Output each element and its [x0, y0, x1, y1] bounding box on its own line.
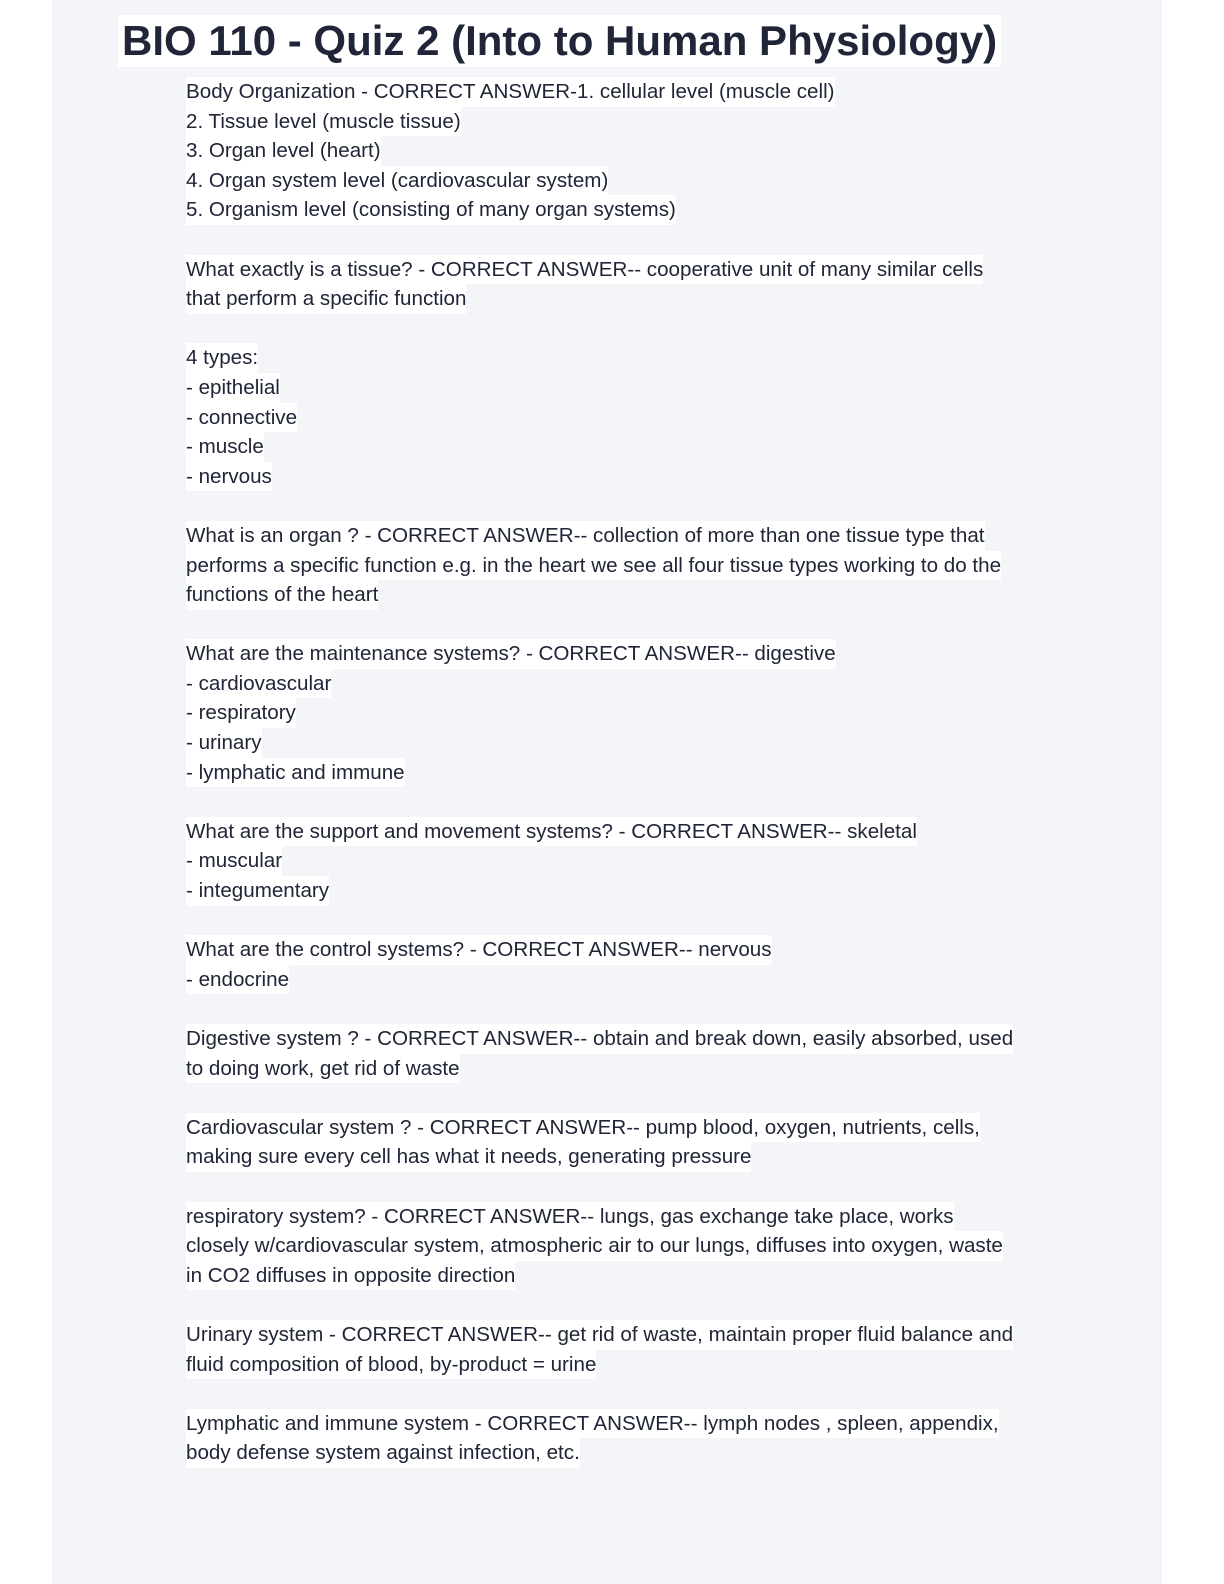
qa-answer-line: - cardiovascular	[186, 669, 331, 699]
qa-question-line: Cardiovascular system ? - CORRECT ANSWER-- pump blood, oxygen, nutrients, cells,	[186, 1113, 980, 1143]
qa-answer-line: - lymphatic and immune	[186, 758, 405, 788]
qa-answer-line: 4. Organ system level (cardiovascular system)	[186, 166, 608, 196]
blank-line	[186, 314, 1096, 344]
qa-answer-line: - integumentary	[186, 876, 329, 906]
qa-item	[186, 1409, 1096, 1468]
qa-answer-line: body defense system against infection, etc.	[186, 1438, 580, 1468]
document-page	[52, 0, 1162, 1584]
qa-item	[186, 1113, 1096, 1172]
qa-answer-line: in CO2 diffuses in opposite direction	[186, 1261, 515, 1291]
qa-item	[186, 1202, 1096, 1291]
qa-item	[186, 1320, 1096, 1379]
qa-question-line: Digestive system ? - CORRECT ANSWER-- obtain and break down, easily absorbed, used	[186, 1024, 1013, 1054]
qa-question-line: What exactly is a tissue? - CORRECT ANSWER-- cooperative unit of many similar cells	[186, 255, 983, 285]
qa-item	[186, 255, 1096, 492]
qa-item	[186, 77, 1096, 225]
qa-answer-line: 2. Tissue level (muscle tissue)	[186, 107, 461, 137]
qa-answer-line: 3. Organ level (heart)	[186, 136, 381, 166]
qa-item	[186, 639, 1096, 787]
qa-question-line: Body Organization - CORRECT ANSWER-1. cellular level (muscle cell)	[186, 77, 835, 107]
qa-question-line: What are the control systems? - CORRECT ANSWER-- nervous	[186, 935, 772, 965]
qa-answer-line: - nervous	[186, 462, 272, 492]
qa-answer-line: performs a specific function e.g. in the heart we see all four tissue types working to do the	[186, 551, 1001, 581]
document-title: BIO 110 - Quiz 2 (Into to Human Physiology)	[118, 15, 1001, 67]
qa-item	[186, 817, 1096, 906]
qa-item	[186, 935, 1096, 994]
qa-answer-line: that perform a specific function	[186, 284, 466, 314]
qa-answer-line: 5. Organism level (consisting of many organ systems)	[186, 195, 676, 225]
qa-question-line: What are the support and movement systems? - CORRECT ANSWER-- skeletal	[186, 817, 917, 847]
qa-answer-line: making sure every cell has what it needs, generating pressure	[186, 1142, 751, 1172]
qa-answer-line: - muscle	[186, 432, 264, 462]
qa-answer-line: to doing work, get rid of waste	[186, 1054, 460, 1084]
qa-answer-line: - urinary	[186, 728, 262, 758]
qa-question-line: What is an organ ? - CORRECT ANSWER-- collection of more than one tissue type that	[186, 521, 985, 551]
qa-answer-line: - muscular	[186, 846, 282, 876]
qa-item	[186, 521, 1096, 610]
qa-question-line: respiratory system? - CORRECT ANSWER-- lungs, gas exchange take place, works	[186, 1202, 954, 1232]
qa-question-line: Urinary system - CORRECT ANSWER-- get rid of waste, maintain proper fluid balance and	[186, 1320, 1013, 1350]
qa-answer-line: - connective	[186, 403, 297, 433]
qa-list	[186, 77, 1096, 1498]
qa-answer-line: 4 types:	[186, 343, 258, 373]
qa-answer-line: - respiratory	[186, 698, 296, 728]
qa-answer-line: - epithelial	[186, 373, 280, 403]
qa-item	[186, 1024, 1096, 1083]
qa-answer-line: closely w/cardiovascular system, atmospheric air to our lungs, diffuses into oxygen, waste	[186, 1231, 1003, 1261]
qa-question-line: Lymphatic and immune system - CORRECT ANSWER-- lymph nodes , spleen, appendix,	[186, 1409, 999, 1439]
qa-question-line: What are the maintenance systems? - CORRECT ANSWER-- digestive	[186, 639, 836, 669]
qa-answer-line: fluid composition of blood, by-product = urine	[186, 1350, 596, 1380]
qa-answer-line: functions of the heart	[186, 580, 378, 610]
qa-answer-line: - endocrine	[186, 965, 289, 995]
